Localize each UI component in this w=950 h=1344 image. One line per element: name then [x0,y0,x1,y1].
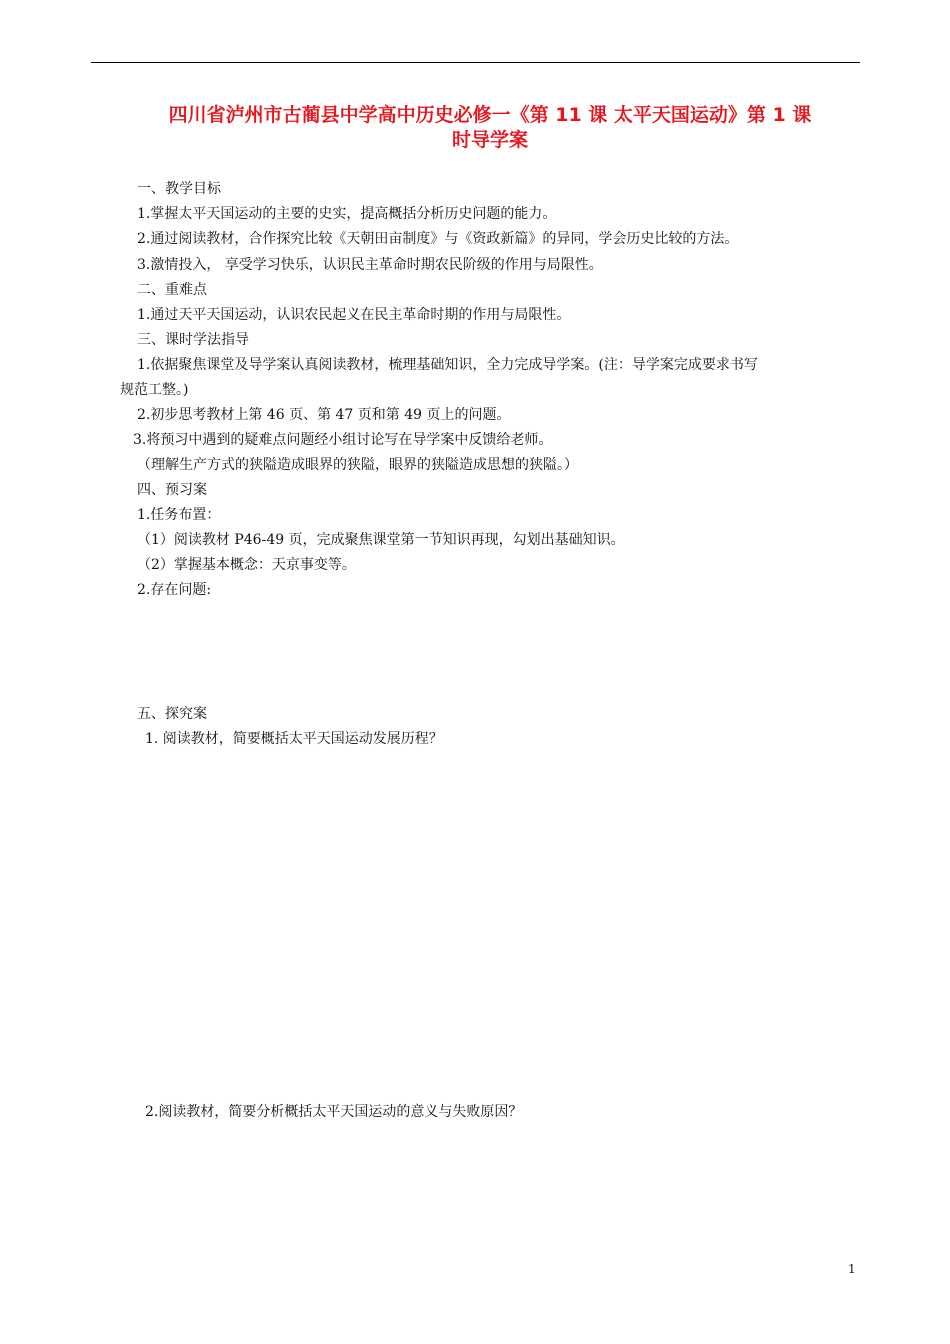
inquiry-question-1: 1. 阅读教材，简要概括太平天国运动发展历程？ [145,731,443,747]
method-guide-2: 2.初步思考教材上第 46 页、第 47 页和第 49 页上的问题。 [137,407,511,423]
preview-questions-heading: 2.存在问题: [137,582,212,598]
document-title-line-1: 四川省泸州市古蔺县中学高中历史必修一《第 11 课 太平天国运动》第 1 课 [168,104,812,126]
section-heading-key-points: 二、重难点 [137,282,207,298]
document-title-line-2: 时导学案 [451,129,528,151]
header-rule [91,62,860,63]
section-heading-objectives: 一、教学目标 [137,181,221,197]
preview-task-1: （1）阅读教材 P46-49 页，完成聚焦课堂第一节知识再现，勾划出基础知识。 [137,532,625,548]
method-guide-1-cont: 规范工整。) [120,382,189,398]
preview-task-2: （2）掌握基本概念：天京事变等。 [137,557,356,573]
method-guide-1: 1.依据聚焦课堂及导学案认真阅读教材，梳理基础知识，全力完成导学案。(注：导学案完成要求书写 [137,357,758,373]
key-point-1: 1.通过天平天国运动，认识农民起义在民主革命时期的作用与局限性。 [137,307,571,323]
method-guide-3: 3.将预习中遇到的疑难点问题经小组讨论写在导学案中反馈给老师。 [133,432,553,448]
section-heading-inquiry: 五、探究案 [137,706,207,722]
objective-3: 3.激情投入， 享受学习快乐，认识民主革命时期农民阶级的作用与局限性。 [137,257,603,273]
page-number: 1 [848,1262,856,1276]
objective-2: 2.通过阅读教材，合作探究比较《天朝田亩制度》与《资政新篇》的异同，学会历史比较的方法。 [137,231,739,247]
section-heading-preview: 四、预习案 [137,482,207,498]
method-guide-note: （理解生产方式的狭隘造成眼界的狭隘，眼界的狭隘造成思想的狭隘。） [137,457,578,473]
inquiry-question-2: 2.阅读教材，简要分析概括太平天国运动的意义与失败原因？ [145,1104,523,1120]
preview-task-heading: 1.任务布置： [137,507,221,523]
objective-1: 1.掌握太平天国运动的主要的史实，提高概括分析历史问题的能力。 [137,206,557,222]
section-heading-method-guide: 三、课时学法指导 [137,332,249,348]
